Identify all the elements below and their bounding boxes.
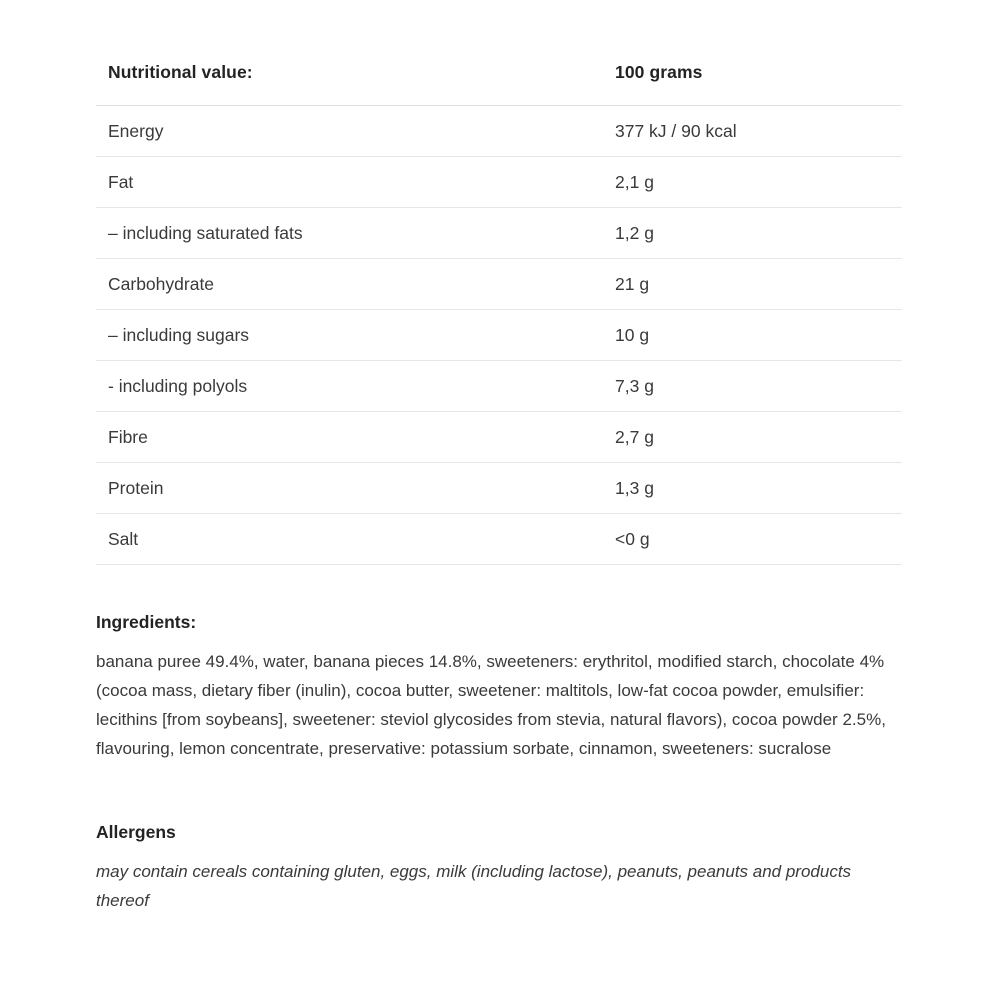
nutrient-label: Fat [96,157,601,208]
nutrient-label: Protein [96,463,601,514]
allergens-title: Allergens [96,822,176,842]
nutrient-value: <0 g [601,514,902,565]
table-row [96,259,902,310]
nutrition-table-body [96,106,902,565]
nutrition-table-header [96,62,902,106]
table-row [96,361,902,412]
nutrient-label: – including saturated fats [96,208,601,259]
table-row [96,157,902,208]
table-row [96,514,902,565]
allergens-section [96,822,896,915]
nutrient-value: 10 g [601,310,902,361]
ingredients-section [96,612,896,763]
allergens-text: may contain cereals containing gluten, eggs, milk (including lactose), peanuts, peanuts and products thereof [96,862,852,910]
nutrient-value: 1,2 g [601,208,902,259]
nutrient-value: 1,3 g [601,463,902,514]
nutrient-label: Fibre [96,412,601,463]
table-row [96,310,902,361]
nutrient-value: 7,3 g [601,361,902,412]
nutrition-label-header: Nutritional value: [96,62,601,106]
ingredients-title: Ingredients: [96,612,197,632]
table-header-row [96,62,902,106]
ingredients-text: banana puree 49.4%, water, banana pieces 14.8%, sweeteners: erythritol, modified starch, chocolate 4% (cocoa mass, dietary fiber (inulin), cocoa butter, sweetener: maltitols, low-fat cocoa powder, emulsifier: lecithins [from soybeans], sweetener: steviol glycosides from stevia, natural flavors), cocoa powder 2.5%, flavouring, lemon concentrate, preservative: potassium sorbate, cinnamon, sweeteners: sucralose [96,652,886,758]
table-row [96,208,902,259]
table-row [96,412,902,463]
nutrition-table-container [96,62,902,565]
nutrition-value-header: 100 grams [601,62,902,106]
nutrient-value: 377 kJ / 90 kcal [601,106,902,157]
table-row [96,106,902,157]
nutrient-label: Salt [96,514,601,565]
nutrient-value: 2,1 g [601,157,902,208]
nutrient-label: Carbohydrate [96,259,601,310]
nutrient-label: – including sugars [96,310,601,361]
nutrient-label: - including polyols [96,361,601,412]
nutrient-value: 21 g [601,259,902,310]
nutrition-table [96,62,902,565]
nutrient-label: Energy [96,106,601,157]
nutrient-value: 2,7 g [601,412,902,463]
table-row [96,463,902,514]
